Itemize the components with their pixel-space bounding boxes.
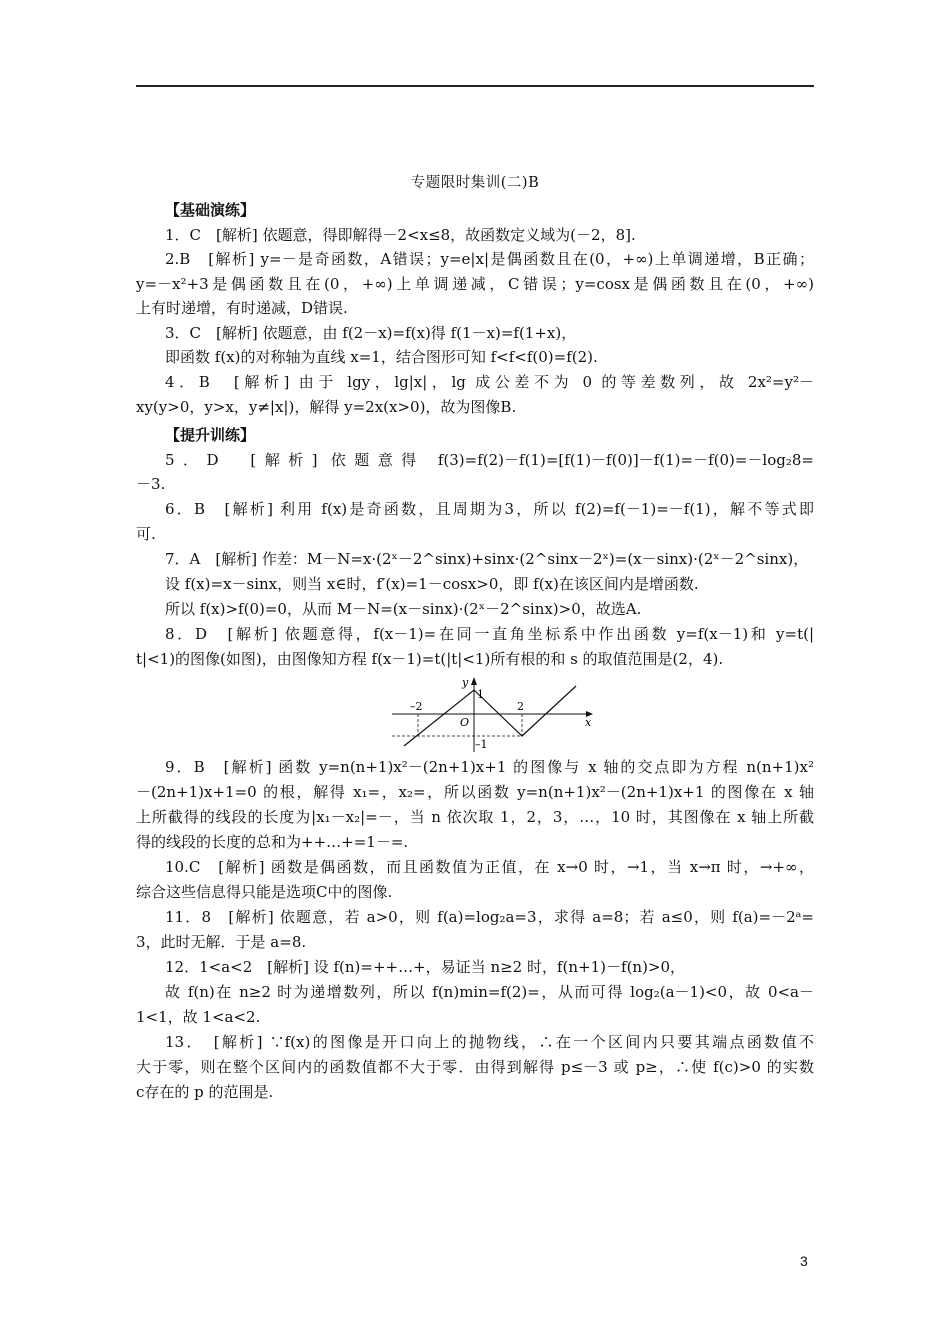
- answer-2-line-2: y=－x²+3是偶函数且在(0，+∞)上单调递减，C错误；y=cosx是偶函数且在(0，+∞): [136, 275, 814, 293]
- answer-4-line-1: 4．B [解析] 由于 lgy，lg|x|，lg 成公差不为 0 的等差数列，故 2x²=y²－: [165, 373, 814, 391]
- answer-2-line-3: 上有时递增，有时递减，D错误.: [136, 299, 348, 317]
- answer-13-line-2: 大于零，则在整个区间内的函数值都不大于零．由得到解得 p≤－3 或 p≥，∴使 f(c)>0 的实数: [136, 1058, 814, 1076]
- answer-12-line-3: 1<1，故 1<a<2.: [136, 1008, 261, 1026]
- answer-9-line-3: 上所截得的线段的长度为|x₁－x₂|=－，当 n 依次取 1，2，3，…，10 时，其图像在 x 轴上所截: [136, 808, 814, 826]
- page-title: 专题限时集训(二)B: [410, 175, 540, 191]
- answer-6-line-1: 6．B [解析] 利用 f(x)是奇函数，且周期为3，所以 f(2)=f(－1)=－f(1)，解不等式即: [165, 500, 814, 518]
- answer-3-line-2: 即函数 f(x)的对称轴为直线 x=1，结合图形可知 f<f<f(0)=f(2).: [165, 348, 598, 366]
- answer-1: 1．C [解析] 依题意，得即解得－2<x≤8，故函数定义域为(－2，8].: [165, 226, 636, 244]
- section-heading-basic: 【基础演练】: [165, 201, 256, 219]
- answer-11-line-2: 3，此时无解．于是 a=8.: [136, 933, 307, 951]
- answer-9-line-4: 得的线段的长度的总和为++…+=1－=.: [136, 833, 409, 851]
- answer-8-line-2: t|<1)的图像(如图)，由图像知方程 f(x－1)=t(|t|<1)所有根的和 s 的取值范围是(2，4).: [136, 650, 724, 668]
- x-axis-label: x: [585, 716, 592, 729]
- label-one: 1: [477, 688, 484, 701]
- answer-12-line-2: 故 f(n)在 n≥2 时为递增数列，所以 f(n)min=f(2)=，从而可得 log₂(a－1)<0，故 0<a－: [165, 983, 814, 1001]
- section-heading-advanced: 【提升训练】: [165, 426, 256, 444]
- answer-6-line-2: 可.: [136, 525, 156, 543]
- answer-11-line-1: 11．8 [解析] 依题意，若 a>0，则 f(a)=log₂a=3，求得 a=8；若 a≤0，则 f(a)=－2ᵃ=: [165, 908, 814, 926]
- header-rule: [136, 85, 814, 87]
- y-axis-label: y: [462, 676, 469, 689]
- answer-9-line-2: －(2n+1)x+1=0 的根，解得 x₁=，x₂=，所以函数 y=n(n+1)x²－(2n+1)x+1 的图像在 x 轴: [136, 783, 814, 801]
- answer-3-line-1: 3．C [解析] 依题意，由 f(2－x)=f(x)得 f(1－x)=f(1+x)，: [165, 324, 577, 342]
- answer-12-line-1: 12．1<a<2 [解析] 设 f(n)=++…+，易证当 n≥2 时，f(n+1)－f(n)>0，: [165, 958, 686, 976]
- answer-7-line-2: 设 f(x)=x－sinx，则当 x∈时，f′(x)=1－cosx>0，即 f(x)在该区间内是增函数.: [165, 575, 699, 593]
- page-number: 3: [800, 1253, 808, 1269]
- origin-label: O: [460, 716, 470, 729]
- answer-9-line-1: 9．B [解析] 函数 y=n(n+1)x²－(2n+1)x+1 的图像与 x 轴的交点即为方程 n(n+1)x²: [165, 758, 814, 776]
- function-graph-figure: [390, 674, 600, 754]
- answer-8-line-1: 8．D [解析] 依题意得，f(x－1)=在同一直角坐标系中作出函数 y=f(x－1)和 y=t(|: [165, 625, 814, 643]
- label-minus-one: –1: [475, 738, 488, 751]
- answer-10-line-2: 综合这些信息得只能是选项C中的图像.: [136, 883, 393, 901]
- answer-10-line-1: 10.C [解析] 函数是偶函数，而且函数值为正值，在 x→0 时，→1，当 x→π 时，→+∞，: [165, 858, 814, 876]
- answer-4-line-2: xy(y>0，y>x，y≠|x|)，解得 y=2x(x>0)，故为图像B.: [136, 398, 517, 416]
- answer-7-line-1: 7．A [解析] 作差：M－N=x·(2ˣ－2^sinx)+sinx·(2^sinx－2ˣ)=(x－sinx)·(2ˣ－2^sinx)，: [165, 550, 809, 568]
- answer-13-line-3: c存在的 p 的范围是.: [136, 1083, 274, 1101]
- answer-5-line-1: 5．D [解析] 依题意得 f(3)=f(2)－f(1)=[f(1)－f(0)]－f(1)=－f(0)=－log₂8=: [165, 451, 814, 469]
- label-minus-two: –2: [410, 700, 423, 713]
- answer-5-line-2: －3.: [136, 475, 166, 493]
- y-axis-arrow: [471, 677, 477, 685]
- answer-7-line-3: 所以 f(x)>f(0)=0，从而 M－N=(x－sinx)·(2ˣ－2^sinx)>0，故选A.: [165, 600, 642, 618]
- answer-13-line-1: 13． [解析] ∵f(x)的图像是开口向上的抛物线，∴在一个区间内只要其端点函数值不: [165, 1033, 814, 1051]
- answer-2-line-1: 2.B [解析] y=－是奇函数，A错误；y=e|x|是偶函数且在(0，+∞)上单调递增，B正确；: [165, 250, 814, 268]
- graph-curve: [404, 686, 576, 746]
- label-two: 2: [517, 700, 524, 713]
